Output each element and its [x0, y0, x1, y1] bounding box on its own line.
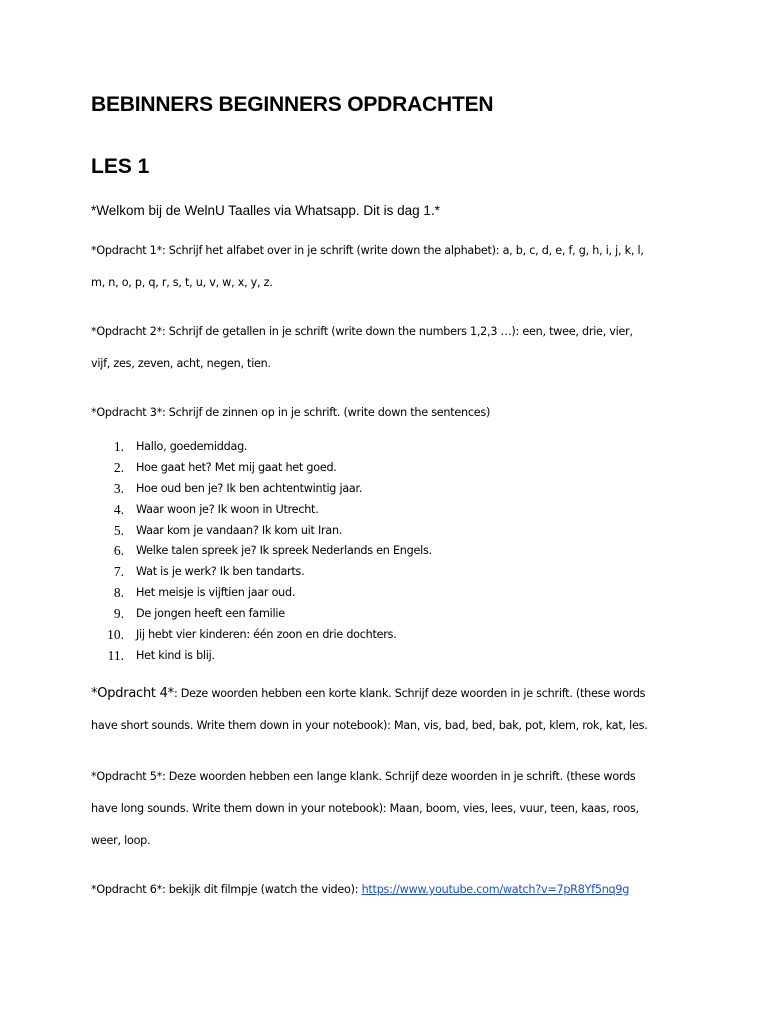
list-item-text: De jongen heeft een familie [136, 607, 285, 621]
document-title: BEBINNERS BEGINNERS OPDRACHTEN [91, 93, 494, 116]
assignment-1 [91, 235, 711, 299]
list-item-text: Waar woon je? Ik woon in Utrecht. [136, 502, 319, 516]
list-item-number: 7. [113, 564, 124, 580]
assignment-4 [91, 678, 711, 742]
list-item-text: Jij hebt vier kinderen: één zoon en drie dochters. [136, 628, 397, 642]
assignment-1-line-1: *Opdracht 1*: Schrijf het alfabet over in je schrift (write down the alphabet): a, b, c, d, e, f, g, h, i, j, k, l, [91, 244, 644, 257]
list-item-text: Het kind is blij. [136, 648, 215, 662]
list-item-text: Welke talen spreek je? Ik spreek Nederlands en Engels. [136, 544, 432, 558]
assignment-4-line-1 [91, 678, 711, 710]
assignment-5 [91, 761, 711, 857]
assignment-6 [91, 874, 711, 906]
assignment-6-text: *Opdracht 6*: bekijk dit filmpje (watch the video): [91, 883, 362, 896]
list-item-number: 3. [113, 480, 124, 496]
assignment-5-line-2: have long sounds. Write them down in your notebook): Maan, boom, vies, lees, vuur, teen, kaas, roos, [91, 802, 639, 815]
list-item-number: 9. [113, 606, 124, 622]
list-item-number: 6. [113, 543, 124, 559]
assignment-3-line-1: *Opdracht 3*: Schrijf de zinnen op in je schrift. (write down the sentences) [91, 406, 491, 419]
list-item-text: Hallo, goedemiddag. [136, 440, 248, 453]
list-item-number: 8. [113, 585, 124, 601]
list-item-number: 2. [113, 459, 124, 475]
assignment-5-line-3: weer, loop. [91, 834, 151, 847]
list-item-number: 1. [113, 439, 124, 454]
video-link[interactable]: https://www.youtube.com/watch?v=7pR8Yf5nq9g [361, 883, 630, 896]
assignment-1-line-2: m, n, o, p, q, r, s, t, u, v, w, x, y, z. [91, 276, 273, 289]
welcome-line: *Welkom bij de WelnU Taalles via Whatsapp. Dit is dag 1.* [91, 203, 440, 218]
list-item-text: Hoe gaat het? Met mij gaat het goed. [136, 460, 337, 474]
assignment-4-line-1-text: : Deze woorden hebben een korte klank. Schrijf deze woorden in je schrift. (these words [173, 687, 646, 700]
lesson-heading: LES 1 [91, 155, 150, 178]
list-item-number: 4. [113, 501, 124, 517]
assignment-2-line-2: vijf, zes, zeven, acht, negen, tien. [91, 357, 271, 370]
list-item-number: 10. [107, 627, 124, 643]
assignment-5-line-1: *Opdracht 5*: Deze woorden hebben een lange klank. Schrijf deze woorden in je schrift. (these words [91, 770, 636, 783]
assignment-3 [91, 397, 711, 429]
list-item-text: Hoe oud ben je? Ik ben achtentwintig jaar. [136, 481, 363, 495]
assignment-4-line-2: have short sounds. Write them down in your notebook): Man, vis, bad, bed, bak, pot, klem, rok, kat, les. [91, 719, 648, 732]
assignment-2-line-1: *Opdracht 2*: Schrijf de getallen in je schrift (write down the numbers 1,2,3 …): een, twee, drie, vier, [91, 325, 633, 338]
assignment-6-line-1 [91, 874, 711, 906]
assignment-2 [91, 316, 711, 380]
list-item-text: Wat is je werk? Ik ben tandarts. [136, 565, 305, 579]
list-item-text: Waar kom je vandaan? Ik kom uit Iran. [136, 523, 343, 537]
list-item-text: Het meisje is vijftien jaar oud. [136, 586, 296, 600]
list-item-number: 11. [107, 647, 124, 663]
assignment-4-label: *Opdracht 4* [91, 686, 174, 701]
list-item-number: 5. [113, 522, 124, 538]
